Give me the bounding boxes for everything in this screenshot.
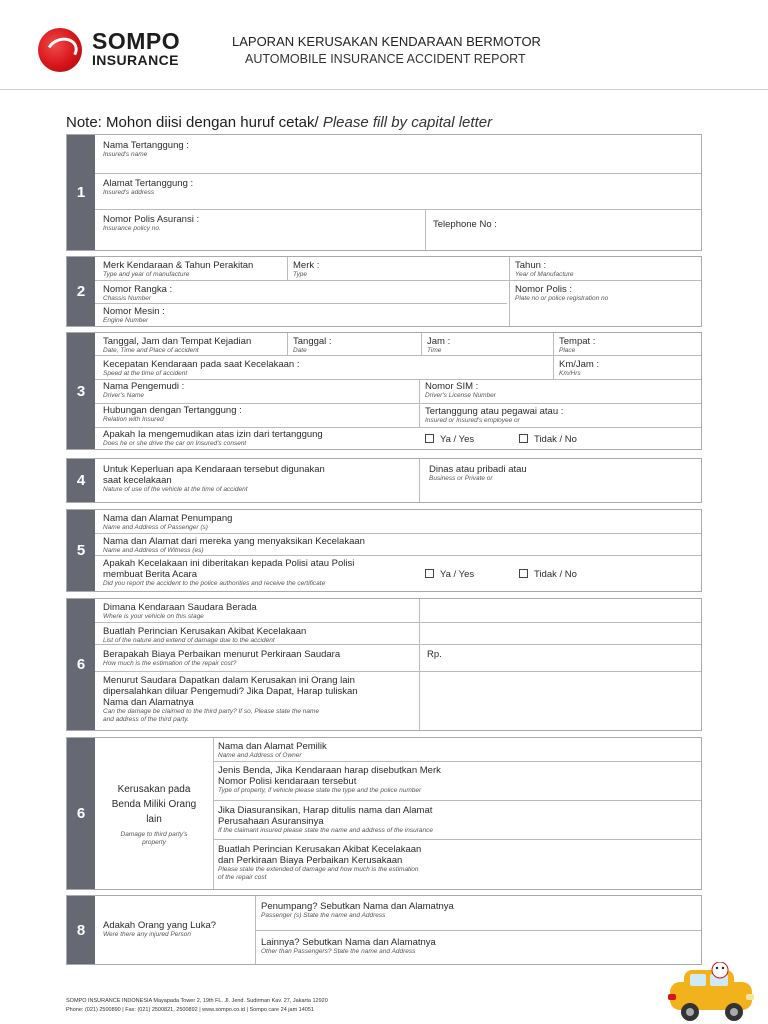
section-1-insured [66,134,702,251]
section-number: 5 [67,510,95,591]
logo-subtitle: INSURANCE [92,52,179,68]
kmh-field[interactable]: Km/Jam : Km/Hrs [559,359,600,377]
section-number: 8 [67,896,95,964]
section-number: 3 [67,333,95,449]
section-6-third-party-property [66,737,702,890]
witness-field[interactable]: Nama dan Alamat dari mereka yang menyaksikan Kecelakaan Name and Address of Witness (es) [103,536,365,554]
driver-name-field[interactable]: Nama Pengemudi : Driver's Name [103,381,185,399]
car-mascot-icon [664,962,760,1022]
third-party-insurer-field[interactable]: Jika Diasuransikan, Harap ditulis nama dan Alamat Perusahaan Asuransinya If the claimant insured please state the name and address of the insurance [218,805,433,834]
vehicle-type-label: Merk Kendaraan & Tahun Perakitan Type and year of manufacture [103,260,254,278]
vehicle-use-label: Untuk Keperluan apa Kendaraan tersebut digunakan saat kecelakaan Nature of use of the vehicle at the time of accident [103,464,325,493]
damage-list-field[interactable]: Buatlah Perincian Kerusakan Akibat Kecelakaan List of the nature and extend of damage due to the accident [103,626,307,644]
section-6-damage [66,598,702,731]
consent-label: Apakah Ia mengemudikan atas izin dari tertanggung Does he or she drive the car on Insured's consent [103,429,323,447]
footer-address: SOMPO INSURANCE INDONESIA Mayapada Tower 2, 19th FL. Jl. Jend. Sudirman Kav. 27, Jakarta 12920 [66,998,328,1004]
form-title-english: AUTOMOBILE INSURANCE ACCIDENT REPORT [245,52,526,66]
section-number: 1 [67,135,95,250]
section-4-vehicle-use [66,458,702,503]
section-number: 6 [67,738,95,889]
section-number: 6 [67,599,95,730]
place-field[interactable]: Tempat : Place [559,336,596,354]
engine-number-field[interactable]: Nomor Mesin : Engine Number [103,306,165,324]
section-8-injured [66,895,702,965]
section-number: 4 [67,459,95,502]
fill-note: Note: Mohon diisi dengan huruf cetak/ Please fill by capital letter [66,114,493,131]
year-field[interactable]: Tahun : Year of Manufacture [515,260,574,278]
third-party-claim-field[interactable]: Menurut Saudara Dapatkan dalam Kerusakan ini Orang lain dipersalahkan diluar Pengemudi? Jika Dapat, Harap tuliskan Nama dan Alamatnya Can the damage be claimed to the third party? If so, Please state the name and address of the third party. [103,675,358,723]
footer-contact: Phone: (021) 2500890 | Fax: (021) 2500821, 2500892 | www.sompo.co.id | Sompo care 24 jam 14051 [66,1007,314,1013]
form-title: LAPORAN KERUSAKAN KENDARAAN BERMOTOR [232,34,541,49]
injured-others-field[interactable]: Lainnya? Sebutkan Nama dan Alamatnya Other than Passengers? State the name and Address [261,937,436,955]
injured-passengers-field[interactable]: Penumpang? Sebutkan Nama dan Alamatnya Passenger (s) State the name and Address [261,901,454,919]
insured-name-field[interactable]: Nama Tertanggung : Insured's name [103,140,189,158]
sim-number-field[interactable]: Nomor SIM : Driver's License Number [425,381,496,399]
section-number: 2 [67,257,95,326]
section-5-passengers [66,509,702,592]
header-divider [0,89,768,90]
injured-label: Adakah Orang yang Luka? Were there any injured Person [103,920,217,938]
repair-cost-field[interactable]: Rp. [427,649,442,660]
logo-wordmark: SOMPO [92,28,181,54]
passenger-field[interactable]: Nama dan Alamat Penumpang Name and Address of Passenger (s) [103,513,233,531]
third-party-damage-estimate-field[interactable]: Buatlah Perincian Kerusakan Akibat Kecelakaan dan Perkiraan Biaya Perbaikan Kerusakaan Please state the extended of damage and how much is the estimation of the repair cost [218,844,422,881]
consent-no-checkbox[interactable]: Tidak / No [519,434,577,445]
business-private-field[interactable]: Dinas atau pribadi atau Business or Private or [429,464,527,482]
date-field[interactable]: Tanggal : Date [293,336,332,354]
owner-field[interactable]: Nama dan Alamat Pemilik Name and Address of Owner [218,741,327,759]
third-party-damage-label: Kerusakan pada Benda Miliki Orang lain Damage to third party's property [111,784,197,846]
police-report-label: Apakah Kecelakaan ini diberitakan kepada Polisi atau Polisi membuat Berita Acara Did you report the accident to the police authorities and receive the certificate [103,558,355,587]
time-field[interactable]: Jam : Time [427,336,451,354]
section-3-accident [66,332,702,450]
accident-when-label: Tanggal, Jam dan Tempat Kejadian Date, Time and Place of accident [103,336,252,354]
sompo-logo-icon [38,28,82,72]
telephone-field[interactable]: Telephone No : [433,219,497,230]
policy-number-field[interactable]: Nomor Polis Asuransi : Insurance policy no. [103,214,200,232]
repair-cost-label: Berapakah Biaya Perbaikan menurut Perkiraan Saudara How much is the estimation of the repair cost? [103,649,341,667]
section-2-vehicle [66,256,702,327]
police-no-checkbox[interactable]: Tidak / No [519,569,577,580]
employee-field[interactable]: Tertanggung atau pegawai atau : Insured or Insured's employee or [425,406,564,424]
police-yes-checkbox[interactable]: Ya / Yes [425,569,474,580]
consent-yes-checkbox[interactable]: Ya / Yes [425,434,474,445]
chassis-number-field[interactable]: Nomor Rangka : Chassis Number [103,284,173,302]
merk-field[interactable]: Merk : Type [293,260,320,278]
relation-field[interactable]: Hubungan dengan Tertanggung : Relation with Insured [103,405,242,423]
speed-field[interactable]: Kecepatan Kendaraan pada saat Kecelakaan : Speed at the time of accident [103,359,300,377]
vehicle-location-field[interactable]: Dimana Kendaraan Saudara Berada Where is your vehicle on this stage [103,602,257,620]
insured-address-field[interactable]: Alamat Tertanggung : Insured's address [103,178,194,196]
property-type-field[interactable]: Jenis Benda, Jika Kendaraan harap disebutkan Merk Nomor Polisi kendaraan tersebut Type of property, if vehicle please state the type and the police number [218,765,441,794]
plate-number-field[interactable]: Nomor Polis : Plate no or police registration no [515,284,609,302]
